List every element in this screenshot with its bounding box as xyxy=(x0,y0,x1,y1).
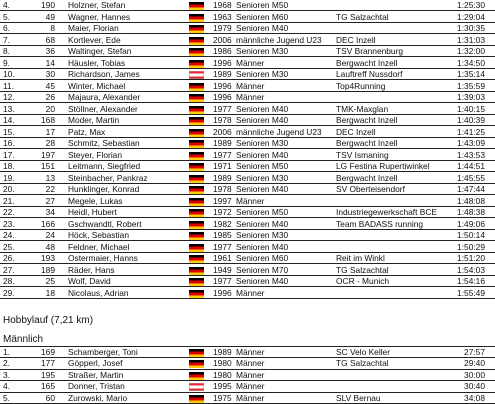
bib-cell: 8 xyxy=(50,23,55,33)
name-cell: Moder, Martin xyxy=(68,115,120,125)
category-cell: Senioren M30 xyxy=(236,138,289,148)
flag-icon xyxy=(189,186,204,194)
bib-cell: 49 xyxy=(45,11,55,22)
name-cell: Feldner, Michael xyxy=(68,241,130,252)
bib-cell: 189 xyxy=(41,264,55,275)
year-cell: 1979 xyxy=(213,23,232,33)
year-cell: 1977 xyxy=(213,241,232,252)
rank-cell: 11. xyxy=(3,80,15,91)
year-cell: 1949 xyxy=(213,264,232,275)
category-cell: Senioren M40 xyxy=(236,115,289,125)
year-cell: 1977 xyxy=(213,149,232,160)
bib-cell: 13 xyxy=(45,172,55,183)
year-cell: 1996 xyxy=(213,287,232,298)
flag-icon xyxy=(189,221,204,229)
flag-icon xyxy=(189,372,204,380)
time-cell: 30:40 xyxy=(464,381,485,392)
club-cell: Bergwacht Inzell xyxy=(336,138,398,148)
bib-cell: 36 xyxy=(45,46,55,56)
table-row xyxy=(0,127,495,138)
name-cell: Zurowski, Mario xyxy=(68,392,128,403)
time-cell: 1:54:03 xyxy=(457,264,485,275)
table-row xyxy=(0,69,495,80)
club-cell: Lauftreff Nussdorf xyxy=(336,69,403,79)
year-cell: 1995 xyxy=(213,381,232,392)
year-cell: 1997 xyxy=(213,195,232,206)
category-cell: Männer xyxy=(236,57,265,68)
flag-icon xyxy=(189,117,204,125)
category-cell: Senioren M60 xyxy=(236,253,289,263)
category-cell: Senioren M30 xyxy=(236,69,289,79)
name-cell: Heidl, Hubert xyxy=(68,207,117,217)
category-cell: Senioren M40 xyxy=(236,149,289,160)
category-cell: Senioren M50 xyxy=(236,0,289,10)
category-cell: Senioren M40 xyxy=(236,184,289,194)
rank-cell: 9. xyxy=(3,57,10,68)
club-cell: LG Festina Rupertiwinkel xyxy=(336,161,430,171)
category-cell: Männer xyxy=(236,369,265,380)
table-row xyxy=(0,35,495,46)
category-cell: Männer xyxy=(236,92,265,102)
time-cell: 1:48:08 xyxy=(457,195,485,206)
time-cell: 1:40:15 xyxy=(457,103,485,114)
flag-icon xyxy=(189,163,204,171)
table-row xyxy=(0,138,495,149)
table-row xyxy=(0,230,495,241)
flag-icon xyxy=(189,37,204,45)
club-cell: SLV Bernau xyxy=(336,392,381,403)
year-cell: 2006 xyxy=(213,126,232,137)
time-cell: 1:49:06 xyxy=(457,218,485,229)
time-cell: 1:55:49 xyxy=(457,287,485,298)
rank-cell: 15. xyxy=(3,126,15,137)
club-cell: OCR - Munich xyxy=(336,276,390,286)
flag-icon xyxy=(189,278,204,286)
section-subtitle: Männlich xyxy=(3,334,44,345)
bib-cell: 20 xyxy=(45,103,55,114)
table-row xyxy=(0,184,495,195)
club-cell: TG Salzachtal xyxy=(336,11,389,22)
year-cell: 2006 xyxy=(213,34,232,45)
year-cell: 1980 xyxy=(213,369,232,380)
year-cell: 1989 xyxy=(213,138,232,148)
bib-cell: 28 xyxy=(45,138,55,148)
year-cell: 1986 xyxy=(213,46,232,56)
bib-cell: 27 xyxy=(45,195,55,206)
bib-cell: 166 xyxy=(41,218,55,229)
name-cell: Räder, Hans xyxy=(68,264,115,275)
year-cell: 1963 xyxy=(213,11,232,22)
club-cell: TMK-Maxglan xyxy=(336,103,389,114)
year-cell: 1971 xyxy=(213,161,232,171)
rank-cell: 29. xyxy=(3,287,15,298)
flag-icon xyxy=(189,209,204,217)
flag-icon xyxy=(189,152,204,160)
flag-icon xyxy=(189,360,204,368)
name-cell: Leitmann, Siegfried xyxy=(68,161,141,171)
bib-cell: 177 xyxy=(41,358,55,369)
time-cell: 1:48:38 xyxy=(457,207,485,217)
table-row xyxy=(0,393,495,404)
table-row xyxy=(0,104,495,115)
bib-cell: 18 xyxy=(45,287,55,298)
table-row xyxy=(0,12,495,23)
category-cell: Männer xyxy=(236,195,265,206)
name-cell: Holzner, Stefan xyxy=(68,0,126,10)
name-cell: Kortlever, Ede xyxy=(68,34,121,45)
year-cell: 1996 xyxy=(213,92,232,102)
time-cell: 1:50:14 xyxy=(457,230,485,240)
time-cell: 1:31:03 xyxy=(457,34,485,45)
table-row xyxy=(0,196,495,207)
flag-icon xyxy=(189,267,204,275)
category-cell: Senioren M50 xyxy=(236,161,289,171)
category-cell: männliche Jugend U23 xyxy=(236,126,322,137)
bib-cell: 48 xyxy=(45,241,55,252)
club-cell: Bergwacht Inzell xyxy=(336,115,398,125)
year-cell: 1989 xyxy=(213,172,232,183)
category-cell: Senioren M40 xyxy=(236,276,289,286)
club-cell: Top4Running xyxy=(336,80,386,91)
category-cell: Senioren M30 xyxy=(236,46,289,56)
rank-cell: 3. xyxy=(3,369,10,380)
rank-cell: 13. xyxy=(3,103,15,114)
table-row xyxy=(0,265,495,276)
rank-cell: 24. xyxy=(3,230,15,240)
club-cell: Reit im Winkl xyxy=(336,253,385,263)
table-row xyxy=(0,81,495,92)
time-cell: 1:40:39 xyxy=(457,115,485,125)
year-cell: 1989 xyxy=(213,69,232,79)
bib-cell: 169 xyxy=(41,347,55,357)
flag-icon xyxy=(189,2,204,10)
rank-cell: 8. xyxy=(3,46,10,56)
rank-cell: 5. xyxy=(3,11,10,22)
time-cell: 1:34:50 xyxy=(457,57,485,68)
name-cell: Maier, Florian xyxy=(68,23,119,33)
rank-cell: 20. xyxy=(3,184,15,194)
category-cell: männliche Jugend U23 xyxy=(236,34,322,45)
rank-cell: 25. xyxy=(3,241,15,252)
year-cell: 1978 xyxy=(213,115,232,125)
table-row xyxy=(0,46,495,57)
bib-cell: 45 xyxy=(45,80,55,91)
table-row xyxy=(0,150,495,161)
year-cell: 1978 xyxy=(213,184,232,194)
year-cell: 1996 xyxy=(213,80,232,91)
year-cell: 1968 xyxy=(213,0,232,10)
flag-icon xyxy=(189,129,204,137)
bib-cell: 68 xyxy=(45,34,55,45)
time-cell: 1:35:59 xyxy=(457,80,485,91)
name-cell: Wolf, David xyxy=(68,276,111,286)
section-title: Hobbylauf (7,21 km) xyxy=(3,315,94,326)
flag-icon xyxy=(189,106,204,114)
rank-cell: 18. xyxy=(3,161,15,171)
rank-cell: 16. xyxy=(3,138,15,148)
flag-icon xyxy=(189,94,204,102)
rank-cell: 26. xyxy=(3,253,15,263)
category-cell: Männer xyxy=(236,392,265,403)
name-cell: Gschwandtl, Robert xyxy=(68,218,142,229)
bib-cell: 26 xyxy=(45,92,55,102)
time-cell: 1:50:29 xyxy=(457,241,485,252)
time-cell: 34:08 xyxy=(464,392,485,403)
category-cell: Männer xyxy=(236,381,265,392)
flag-icon xyxy=(189,140,204,148)
table-row xyxy=(0,347,495,358)
flag-icon xyxy=(189,255,204,263)
club-cell: DEC Inzell xyxy=(336,126,376,137)
rank-cell: 4. xyxy=(3,0,10,10)
flag-icon xyxy=(189,349,204,357)
table-row xyxy=(0,253,495,264)
rank-cell: 27. xyxy=(3,264,15,275)
year-cell: 1977 xyxy=(213,276,232,286)
time-cell: 1:54:16 xyxy=(457,276,485,286)
flag-icon xyxy=(189,395,204,403)
category-cell: Senioren M40 xyxy=(236,23,289,33)
bib-cell: 17 xyxy=(45,126,55,137)
club-cell: TSV Ismaning xyxy=(336,149,389,160)
name-cell: Nicolaus, Adrian xyxy=(68,287,129,298)
time-cell: 1:30:35 xyxy=(457,23,485,33)
year-cell: 1961 xyxy=(213,253,232,263)
category-cell: Männer xyxy=(236,80,265,91)
flag-icon xyxy=(189,60,204,68)
time-cell: 1:32:00 xyxy=(457,46,485,56)
rank-cell: 17. xyxy=(3,149,15,160)
table-row xyxy=(0,276,495,287)
name-cell: Schmitz, Sebastian xyxy=(68,138,140,148)
category-cell: Senioren M50 xyxy=(236,207,289,217)
category-cell: Senioren M30 xyxy=(236,230,289,240)
year-cell: 1972 xyxy=(213,207,232,217)
flag-icon xyxy=(189,25,204,33)
name-cell: Richardson, James xyxy=(68,69,140,79)
name-cell: Hunklinger, Konrad xyxy=(68,184,140,194)
bib-cell: 22 xyxy=(45,184,55,194)
table-row xyxy=(0,23,495,34)
table-row xyxy=(0,58,495,69)
category-cell: Männer xyxy=(236,347,265,357)
flag-icon xyxy=(189,290,204,298)
table-row xyxy=(0,161,495,172)
bib-cell: 25 xyxy=(45,276,55,286)
category-cell: Männer xyxy=(236,358,265,369)
time-cell: 1:44:51 xyxy=(457,161,485,171)
table-row xyxy=(0,288,495,299)
bib-cell: 14 xyxy=(45,57,55,68)
category-cell: Senioren M40 xyxy=(236,218,289,229)
rank-cell: 21. xyxy=(3,195,15,206)
category-cell: Senioren M70 xyxy=(236,264,289,275)
name-cell: Göpperl, Josef xyxy=(68,358,123,369)
rank-cell: 6. xyxy=(3,23,10,33)
table-row xyxy=(0,219,495,230)
category-cell: Senioren M40 xyxy=(236,103,289,114)
time-cell: 27:57 xyxy=(464,347,485,357)
flag-icon xyxy=(189,244,204,252)
rank-cell: 10. xyxy=(3,69,15,79)
flag-icon xyxy=(189,175,204,183)
club-cell: DEC Inzell xyxy=(336,34,376,45)
club-cell: SV Oberteisendorf xyxy=(336,184,405,194)
year-cell: 1982 xyxy=(213,218,232,229)
name-cell: Megele, Lukas xyxy=(68,195,123,206)
table-row xyxy=(0,0,495,11)
year-cell: 1985 xyxy=(213,230,232,240)
table-row xyxy=(0,207,495,218)
flag-icon xyxy=(189,232,204,240)
bib-cell: 60 xyxy=(45,392,55,403)
rank-cell: 22. xyxy=(3,207,15,217)
bib-cell: 34 xyxy=(45,207,55,217)
time-cell: 30:00 xyxy=(464,369,485,380)
rank-cell: 23. xyxy=(3,218,15,229)
table-row xyxy=(0,242,495,253)
name-cell: Schamberger, Toni xyxy=(68,347,138,357)
time-cell: 1:25:30 xyxy=(457,0,485,10)
time-cell: 1:45:55 xyxy=(457,172,485,183)
time-cell: 1:41:25 xyxy=(457,126,485,137)
flag-icon xyxy=(189,383,204,391)
name-cell: Stöllner, Alexander xyxy=(68,103,138,114)
name-cell: Donner, Tristan xyxy=(68,381,125,392)
table-row xyxy=(0,370,495,381)
bib-cell: 30 xyxy=(45,69,55,79)
name-cell: Winter, Michael xyxy=(68,80,126,91)
name-cell: Patz, Max xyxy=(68,126,106,137)
name-cell: Steinbacher, Pankraz xyxy=(68,172,148,183)
time-cell: 1:35:14 xyxy=(457,69,485,79)
bib-cell: 24 xyxy=(45,230,55,240)
rank-cell: 5. xyxy=(3,392,10,403)
name-cell: Steyer, Florian xyxy=(68,149,122,160)
time-cell: 1:29:04 xyxy=(457,11,485,22)
flag-icon xyxy=(189,48,204,56)
time-cell: 1:43:09 xyxy=(457,138,485,148)
rank-cell: 12. xyxy=(3,92,15,102)
bib-cell: 197 xyxy=(41,149,55,160)
bib-cell: 190 xyxy=(41,0,55,10)
flag-icon xyxy=(189,14,204,22)
category-cell: Senioren M30 xyxy=(236,172,289,183)
rank-cell: 7. xyxy=(3,34,10,45)
year-cell: 1975 xyxy=(213,392,232,403)
table-row xyxy=(0,173,495,184)
time-cell: 1:47:44 xyxy=(457,184,485,194)
rank-cell: 4. xyxy=(3,381,10,392)
club-cell: SC Velo Keller xyxy=(336,347,390,357)
name-cell: Häusler, Tobias xyxy=(68,57,126,68)
name-cell: Höck, Sebastian xyxy=(68,230,129,240)
category-cell: Senioren M60 xyxy=(236,11,289,22)
bib-cell: 168 xyxy=(41,115,55,125)
table-row xyxy=(0,381,495,392)
rank-cell: 2. xyxy=(3,358,10,369)
rank-cell: 28. xyxy=(3,276,15,286)
name-cell: Ostermaier, Hanns xyxy=(68,253,138,263)
name-cell: Majaura, Alexander xyxy=(68,92,141,102)
bib-cell: 195 xyxy=(41,369,55,380)
rank-cell: 14. xyxy=(3,115,15,125)
year-cell: 1977 xyxy=(213,103,232,114)
club-cell: TG Salzachtal xyxy=(336,358,389,369)
flag-icon xyxy=(189,198,204,206)
club-cell: Bergwacht Inzell xyxy=(336,172,398,183)
time-cell: 29:40 xyxy=(464,358,485,369)
rank-cell: 19. xyxy=(3,172,15,183)
category-cell: Senioren M40 xyxy=(236,241,289,252)
table-row xyxy=(0,358,495,369)
flag-icon xyxy=(189,83,204,91)
year-cell: 1996 xyxy=(213,57,232,68)
club-cell: Team BADASS running xyxy=(336,218,424,229)
time-cell: 1:43:53 xyxy=(457,149,485,160)
rank-cell: 1. xyxy=(3,347,10,357)
bib-cell: 165 xyxy=(41,381,55,392)
bib-cell: 193 xyxy=(41,253,55,263)
time-cell: 1:39:03 xyxy=(457,92,485,102)
name-cell: Wagner, Hannes xyxy=(68,11,131,22)
category-cell: Männer xyxy=(236,287,265,298)
bib-cell: 151 xyxy=(41,161,55,171)
name-cell: Straßer, Martin xyxy=(68,369,124,380)
club-cell: Bergwacht Inzell xyxy=(336,57,398,68)
table-row xyxy=(0,115,495,126)
club-cell: Industriegewerkschaft BCE xyxy=(336,207,438,217)
club-cell: TG Salzachtal xyxy=(336,264,389,275)
time-cell: 1:51:20 xyxy=(457,253,485,263)
year-cell: 1989 xyxy=(213,347,232,357)
year-cell: 1980 xyxy=(213,358,232,369)
flag-icon xyxy=(189,71,204,79)
name-cell: Waltinger, Stefan xyxy=(68,46,132,56)
club-cell: TSV Brannenburg xyxy=(336,46,404,56)
table-row xyxy=(0,92,495,103)
